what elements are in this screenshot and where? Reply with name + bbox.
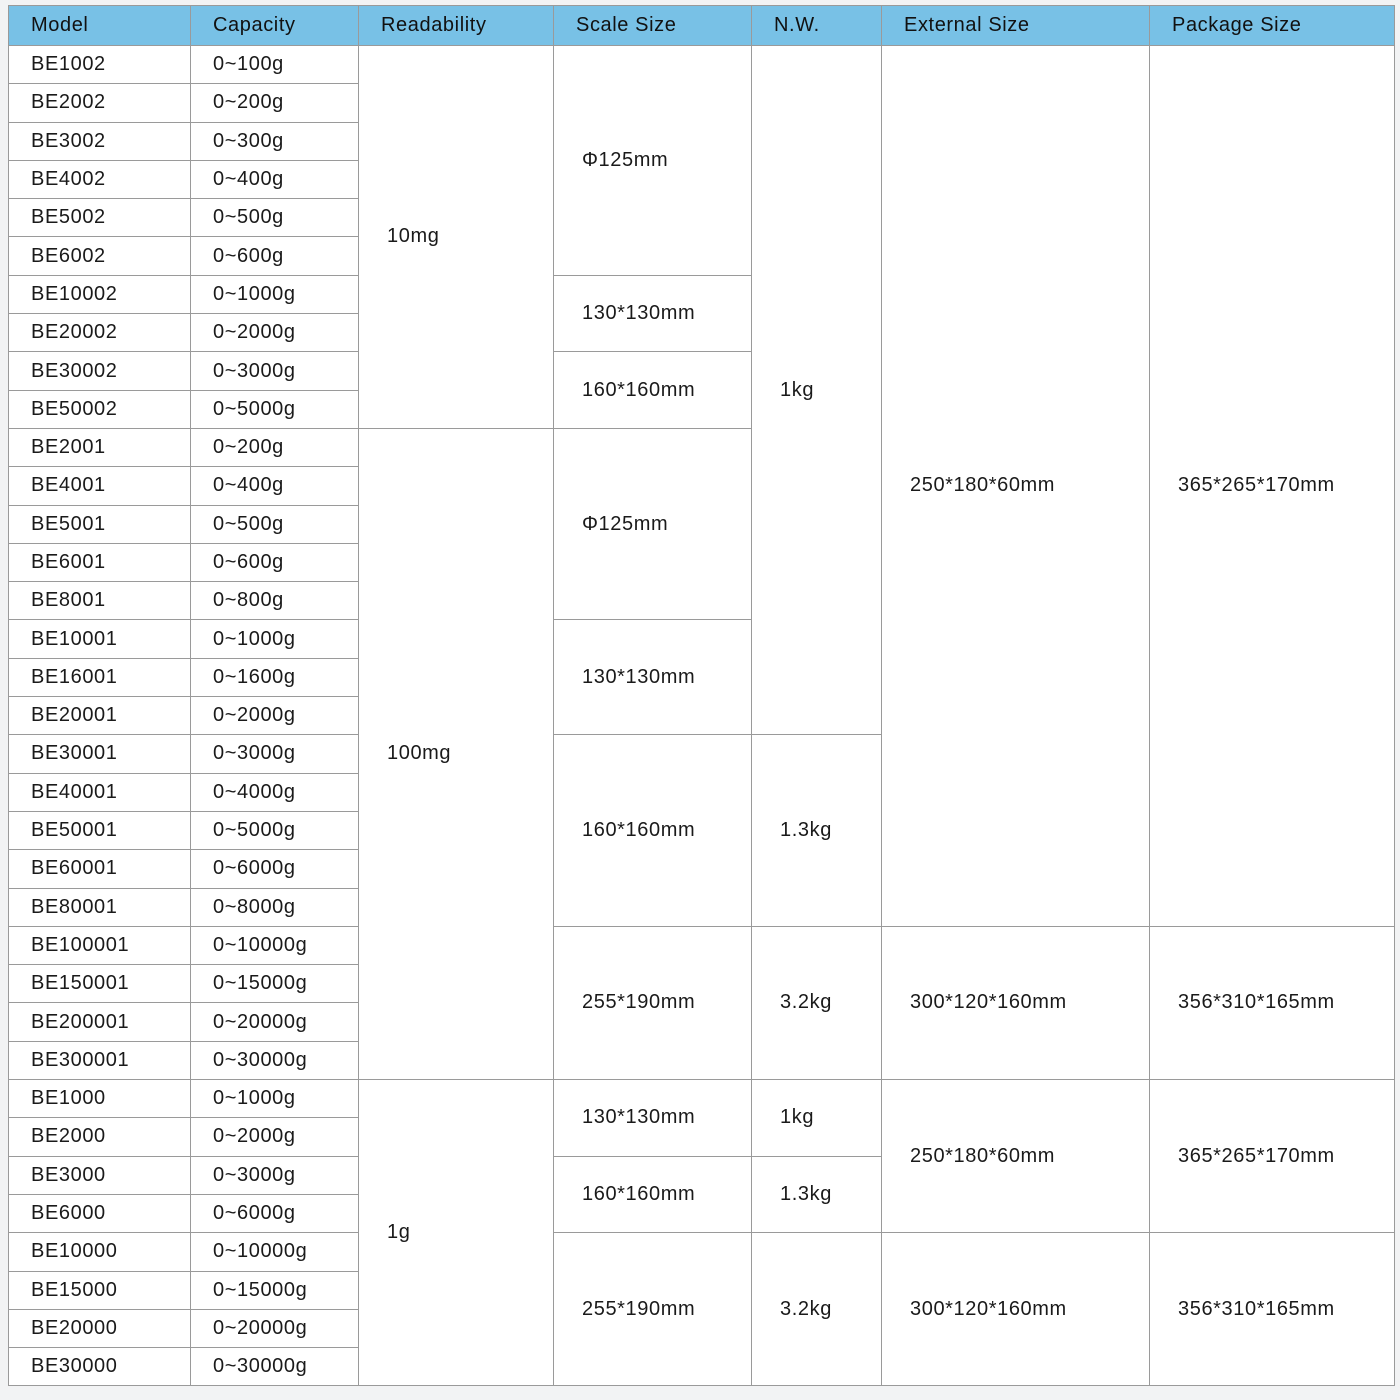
- capacity-cell: 0~600g: [191, 237, 359, 275]
- scale-size-cell: 130*130mm: [554, 275, 752, 352]
- capacity-cell: 0~3000g: [191, 1156, 359, 1194]
- package-size-cell: 365*265*170mm: [1150, 46, 1395, 927]
- model-cell: BE1002: [9, 46, 191, 84]
- header-readability: Readability: [359, 6, 554, 46]
- table-row: [9, 926, 1395, 964]
- model-cell: BE2000: [9, 1118, 191, 1156]
- capacity-cell: 0~2000g: [191, 697, 359, 735]
- capacity-cell: 0~20000g: [191, 1003, 359, 1041]
- model-cell: BE60001: [9, 850, 191, 888]
- scale-size-cell: 255*190mm: [554, 1233, 752, 1386]
- model-cell: BE20002: [9, 314, 191, 352]
- capacity-cell: 0~200g: [191, 84, 359, 122]
- capacity-cell: 0~30000g: [191, 1348, 359, 1386]
- capacity-cell: 0~15000g: [191, 1271, 359, 1309]
- net-weight-cell: 1.3kg: [752, 1156, 882, 1233]
- header-net-weight: N.W.: [752, 6, 882, 46]
- capacity-cell: 0~600g: [191, 543, 359, 581]
- table-row: [9, 1233, 1395, 1271]
- capacity-cell: 0~6000g: [191, 1194, 359, 1232]
- capacity-cell: 0~300g: [191, 122, 359, 160]
- model-cell: BE2001: [9, 428, 191, 466]
- capacity-cell: 0~3000g: [191, 735, 359, 773]
- external-size-cell: 300*120*160mm: [882, 1233, 1150, 1386]
- model-cell: BE20001: [9, 697, 191, 735]
- model-cell: BE150001: [9, 965, 191, 1003]
- model-cell: BE3000: [9, 1156, 191, 1194]
- package-size-cell: 365*265*170mm: [1150, 1080, 1395, 1233]
- capacity-cell: 0~400g: [191, 467, 359, 505]
- model-cell: BE3002: [9, 122, 191, 160]
- package-size-cell: 356*310*165mm: [1150, 1233, 1395, 1386]
- capacity-cell: 0~1000g: [191, 620, 359, 658]
- model-cell: BE30001: [9, 735, 191, 773]
- model-cell: BE300001: [9, 1041, 191, 1079]
- model-cell: BE4002: [9, 160, 191, 198]
- model-cell: BE6002: [9, 237, 191, 275]
- capacity-cell: 0~20000g: [191, 1309, 359, 1347]
- capacity-cell: 0~10000g: [191, 926, 359, 964]
- model-cell: BE16001: [9, 658, 191, 696]
- capacity-cell: 0~2000g: [191, 1118, 359, 1156]
- model-cell: BE15000: [9, 1271, 191, 1309]
- model-cell: BE40001: [9, 773, 191, 811]
- header-capacity: Capacity: [191, 6, 359, 46]
- table-row: [9, 46, 1395, 84]
- capacity-cell: 0~3000g: [191, 352, 359, 390]
- capacity-cell: 0~200g: [191, 428, 359, 466]
- capacity-cell: 0~5000g: [191, 811, 359, 849]
- capacity-cell: 0~500g: [191, 199, 359, 237]
- header-package-size: Package Size: [1150, 6, 1395, 46]
- header-model: Model: [9, 6, 191, 46]
- capacity-cell: 0~1000g: [191, 1080, 359, 1118]
- capacity-cell: 0~400g: [191, 160, 359, 198]
- scale-size-cell: 160*160mm: [554, 735, 752, 926]
- table-header-row: [9, 6, 1395, 46]
- scale-size-cell: 130*130mm: [554, 1080, 752, 1157]
- scale-size-cell: 160*160mm: [554, 352, 752, 429]
- model-cell: BE30002: [9, 352, 191, 390]
- readability-cell: 10mg: [359, 46, 554, 429]
- model-cell: BE30000: [9, 1348, 191, 1386]
- capacity-cell: 0~500g: [191, 505, 359, 543]
- scale-size-cell: Φ125mm: [554, 428, 752, 619]
- scale-size-cell: 160*160mm: [554, 1156, 752, 1233]
- capacity-cell: 0~2000g: [191, 314, 359, 352]
- external-size-cell: 250*180*60mm: [882, 46, 1150, 927]
- scale-size-cell: Φ125mm: [554, 46, 752, 276]
- capacity-cell: 0~30000g: [191, 1041, 359, 1079]
- model-cell: BE10001: [9, 620, 191, 658]
- model-cell: BE10002: [9, 275, 191, 313]
- capacity-cell: 0~8000g: [191, 888, 359, 926]
- model-cell: BE2002: [9, 84, 191, 122]
- net-weight-cell: 1.3kg: [752, 735, 882, 926]
- model-cell: BE80001: [9, 888, 191, 926]
- table-body: [9, 46, 1395, 1386]
- model-cell: BE200001: [9, 1003, 191, 1041]
- model-cell: BE50001: [9, 811, 191, 849]
- net-weight-cell: 3.2kg: [752, 926, 882, 1079]
- net-weight-cell: 1kg: [752, 46, 882, 735]
- capacity-cell: 0~4000g: [191, 773, 359, 811]
- spec-table: [8, 5, 1395, 1386]
- model-cell: BE8001: [9, 582, 191, 620]
- model-cell: BE100001: [9, 926, 191, 964]
- scale-size-cell: 130*130mm: [554, 620, 752, 735]
- capacity-cell: 0~800g: [191, 582, 359, 620]
- capacity-cell: 0~100g: [191, 46, 359, 84]
- model-cell: BE20000: [9, 1309, 191, 1347]
- model-cell: BE6001: [9, 543, 191, 581]
- header-scale-size: Scale Size: [554, 6, 752, 46]
- model-cell: BE5001: [9, 505, 191, 543]
- header-external-size: External Size: [882, 6, 1150, 46]
- readability-cell: 1g: [359, 1080, 554, 1386]
- package-size-cell: 356*310*165mm: [1150, 926, 1395, 1079]
- net-weight-cell: 3.2kg: [752, 1233, 882, 1386]
- capacity-cell: 0~1600g: [191, 658, 359, 696]
- capacity-cell: 0~6000g: [191, 850, 359, 888]
- model-cell: BE1000: [9, 1080, 191, 1118]
- capacity-cell: 0~5000g: [191, 390, 359, 428]
- external-size-cell: 250*180*60mm: [882, 1080, 1150, 1233]
- capacity-cell: 0~15000g: [191, 965, 359, 1003]
- model-cell: BE50002: [9, 390, 191, 428]
- model-cell: BE10000: [9, 1233, 191, 1271]
- capacity-cell: 0~1000g: [191, 275, 359, 313]
- capacity-cell: 0~10000g: [191, 1233, 359, 1271]
- model-cell: BE4001: [9, 467, 191, 505]
- external-size-cell: 300*120*160mm: [882, 926, 1150, 1079]
- model-cell: BE6000: [9, 1194, 191, 1232]
- scale-size-cell: 255*190mm: [554, 926, 752, 1079]
- readability-cell: 100mg: [359, 428, 554, 1079]
- net-weight-cell: 1kg: [752, 1080, 882, 1157]
- model-cell: BE5002: [9, 199, 191, 237]
- table-row: [9, 1080, 1395, 1118]
